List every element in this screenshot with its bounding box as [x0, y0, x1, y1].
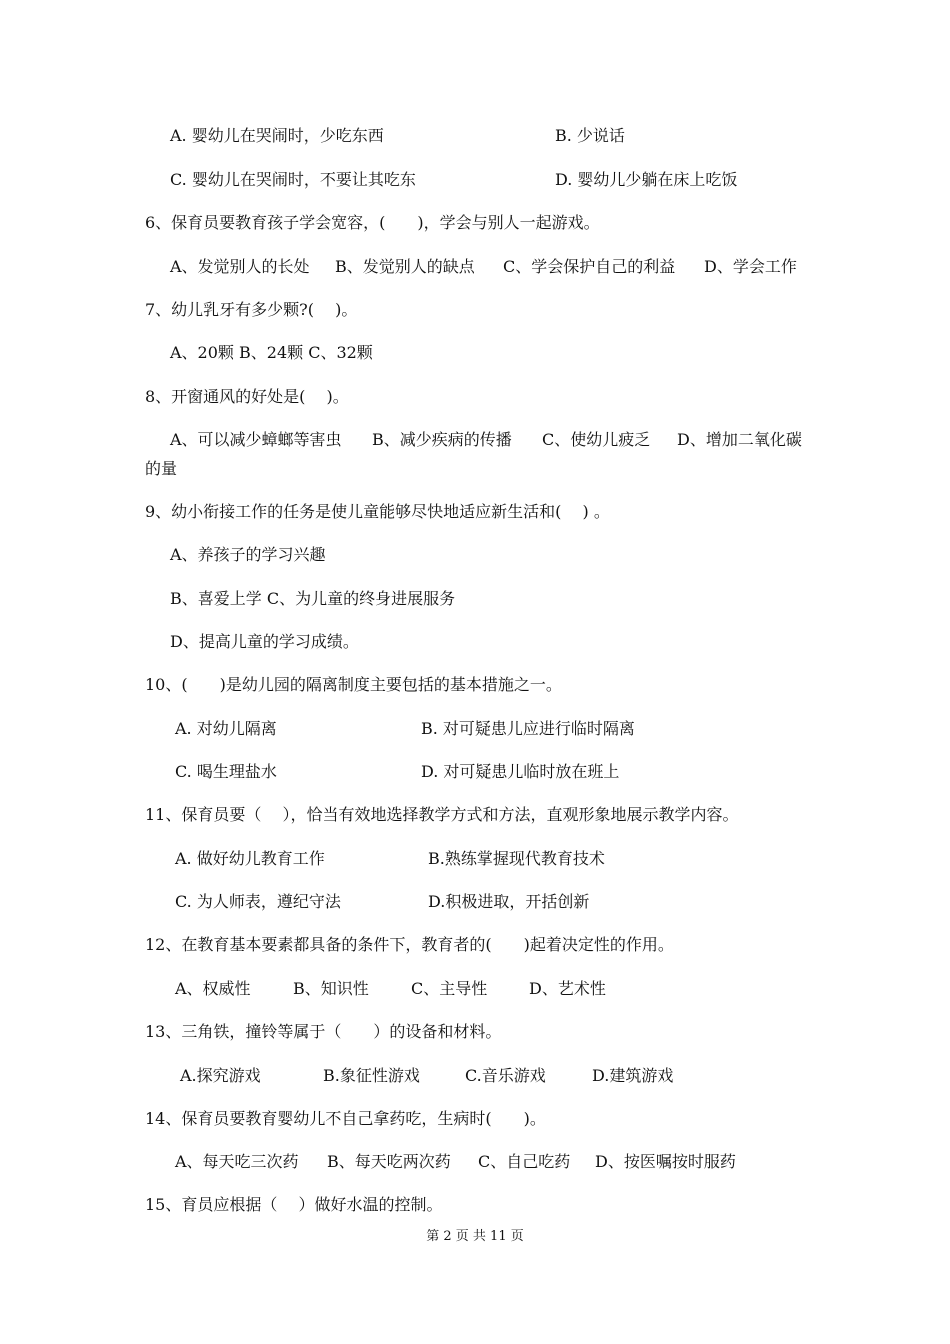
q10-stem: 10、( )是幼儿园的隔离制度主要包括的基本措施之一。: [145, 675, 562, 694]
q11-option-d: D.积极进取，开括创新: [428, 892, 590, 911]
q10-option-c: C. 喝生理盐水: [175, 762, 277, 781]
q8-option-b: B、减少疾病的传播: [372, 430, 512, 449]
q5-option-c: C. 婴幼儿在哭闹时，不要让其吃东: [170, 170, 416, 189]
q13-option-b: B.象征性游戏: [323, 1066, 420, 1085]
q7-stem: 7、幼儿乳牙有多少颗?( )。: [145, 300, 358, 319]
q14-stem: 14、保育员要教育婴幼儿不自己拿药吃，生病时( )。: [145, 1109, 546, 1128]
q11-stem: 11、保育员要（ ），恰当有效地选择教学方式和方法，直观形象地展示教学内容。: [145, 805, 739, 824]
page-number-footer: 第 2 页 共 11 页: [426, 1229, 524, 1244]
q10-option-a: A. 对幼儿隔离: [175, 719, 277, 738]
q6-option-c: C、学会保护自己的利益: [503, 257, 676, 276]
q15-stem: 15、育员应根据（ ）做好水温的控制。: [145, 1195, 443, 1214]
q6-stem: 6、保育员要教育孩子学会宽容，( )，学会与别人一起游戏。: [145, 213, 600, 232]
q6-option-a: A、发觉别人的长处: [170, 257, 310, 276]
q9-stem: 9、幼小衔接工作的任务是使儿童能够尽快地适应新生活和( ) 。: [145, 502, 610, 521]
q5-option-a: A. 婴幼儿在哭闹时，少吃东西: [170, 126, 384, 145]
q14-option-a: A、每天吃三次药: [175, 1152, 299, 1171]
q11-option-b: B.熟练掌握现代教育技术: [428, 849, 605, 868]
q8-option-d-continued: 的量: [145, 459, 178, 478]
q7-options: A、20颗 B、24颗 C、32颗: [170, 343, 373, 362]
q12-option-a: A、权威性: [175, 979, 251, 998]
q5-option-b: B. 少说话: [555, 126, 625, 145]
q6-option-d: D、学会工作: [704, 257, 797, 276]
q8-option-d: D、增加二氧化碳: [677, 430, 802, 449]
q8-stem: 8、开窗通风的好处是( )。: [145, 387, 349, 406]
q9-option-bc: B、喜爱上学 C、为儿童的终身进展服务: [170, 589, 456, 608]
q10-option-b: B. 对可疑患儿应进行临时隔离: [421, 719, 635, 738]
q9-option-d: D、提高儿童的学习成绩。: [170, 632, 359, 651]
q12-option-d: D、艺术性: [529, 979, 606, 998]
q8-option-c: C、使幼儿疲乏: [542, 430, 651, 449]
q5-option-d: D. 婴幼儿少躺在床上吃饭: [555, 170, 738, 189]
q13-option-d: D.建筑游戏: [592, 1066, 674, 1085]
q14-option-c: C、自己吃药: [478, 1152, 571, 1171]
q13-option-a: A.探究游戏: [180, 1066, 261, 1085]
q12-stem: 12、在教育基本要素都具备的条件下，教育者的( )起着决定性的作用。: [145, 935, 674, 954]
q11-option-a: A. 做好幼儿教育工作: [175, 849, 325, 868]
q12-option-b: B、知识性: [293, 979, 369, 998]
q14-option-d: D、按医嘱按时服药: [595, 1152, 736, 1171]
q11-option-c: C. 为人师表，遵纪守法: [175, 892, 341, 911]
q13-stem: 13、三角铁，撞铃等属于（ ）的设备和材料。: [145, 1022, 502, 1041]
q9-option-a: A、养孩子的学习兴趣: [170, 545, 326, 564]
q10-option-d: D. 对可疑患儿临时放在班上: [421, 762, 620, 781]
q12-option-c: C、主导性: [411, 979, 488, 998]
q8-option-a: A、可以减少蟑螂等害虫: [170, 430, 342, 449]
q14-option-b: B、每天吃两次药: [327, 1152, 451, 1171]
q13-option-c: C.音乐游戏: [465, 1066, 546, 1085]
q6-option-b: B、发觉别人的缺点: [335, 257, 475, 276]
